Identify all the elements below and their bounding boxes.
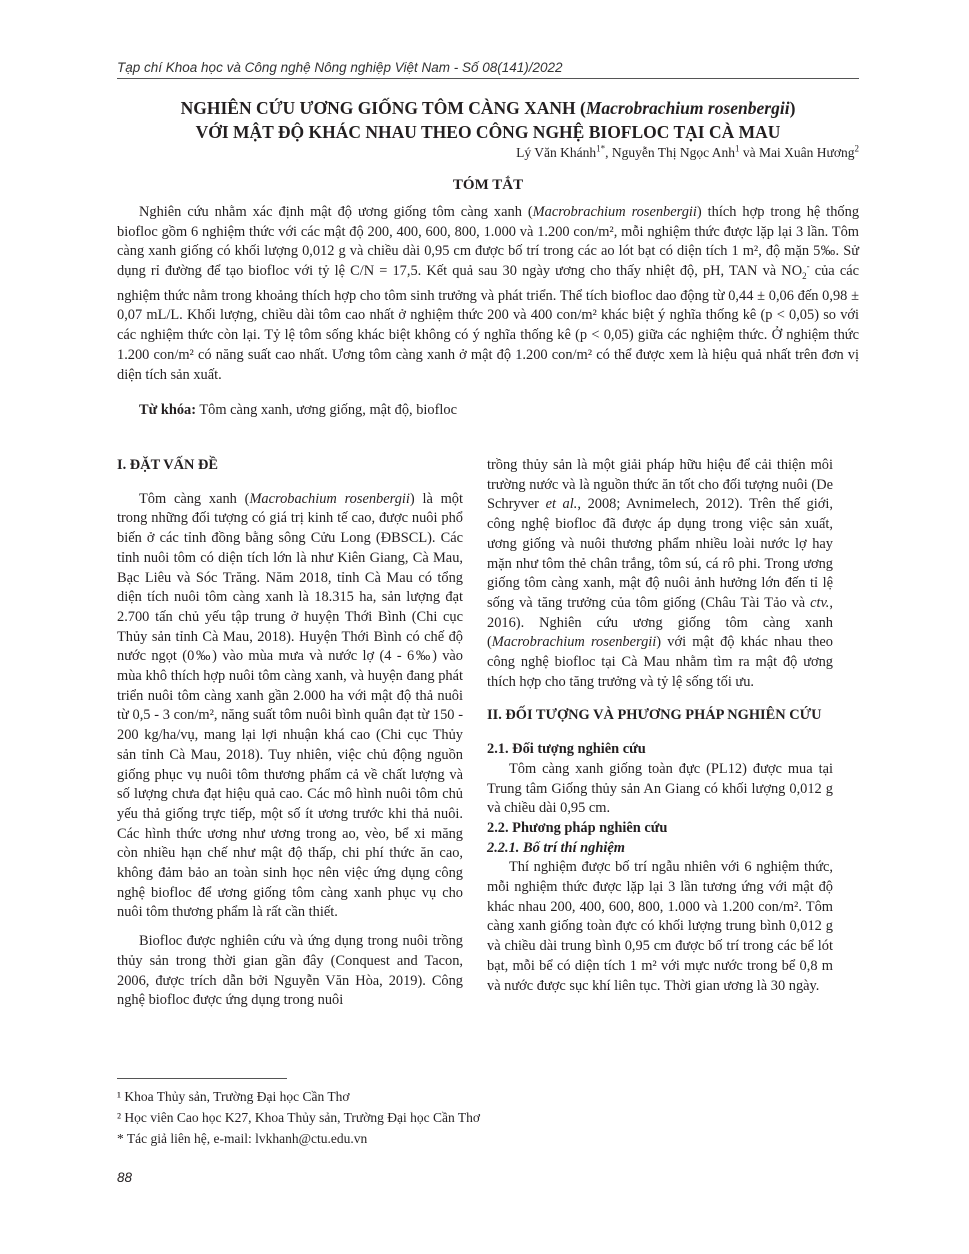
section-1-heading: I. ĐẶT VẤN ĐỀ (117, 457, 219, 473)
title-line-2: VỚI MẬT ĐỘ KHÁC NHAU THEO CÔNG NGHỆ BIOFLOC TẠI CÀ MAU (195, 122, 781, 142)
right-column (487, 456, 833, 996)
journal-header: Tạp chí Khoa học và Công nghệ Nông nghiệp Việt Nam - Số 08(141)/2022 (117, 60, 563, 75)
subsection-2-1-heading: 2.1. Đối tượng nghiên cứu (487, 741, 646, 758)
subsection-2-2-1-heading: 2.2.1. Bố trí thí nghiệm (487, 839, 625, 856)
left-column (117, 456, 463, 1011)
paper-title (117, 96, 859, 144)
paragraph: Tôm càng xanh (Macrobachium rosenbergii) là một trong những đối tượng có giá trị kinh tế cao, được nuôi phổ biến ở các tỉnh đồng bằng sông Cửu Long (ĐBSCL). Các tỉnh nuôi tôm có diện tích lớn là như Kiên Giang, Cà Mau, Bạc Liêu và Sóc Trăng. Năm 2018, tỉnh Cà Mau có tổng diện tích nuôi tôm càng xanh là 18.315 ha, sản lượng đạt 2.700 tấn chủ yếu tập trung ở huyện Thới Bình (Chi cục Thủy sản tỉnh Cà Mau, 2018). Huyện Thới Bình có chế độ nước ngọt (0‰) vào mùa mưa và nước lợ (4 - 6‰) vào mùa khô thích hợp nuôi tôm càng xanh, và huyện đang phát triển nuôi tôm càng xanh gần 2.000 ha với mật độ thả nuôi từ 0,5 - 3 con/m², năng suất tôm nuôi bình quân đạt từ 150 - 200 kg/ha/vụ, mang lại lợi nhuận khá cao (Chi cục Thủy sản tỉnh Cà Mau, 2018). Tuy nhiên, việc chủ động nguồn giống phục vụ nuôi tôm thương phẩm cả về chất lượng và số lượng chưa đạt hiệu quả cao. Các mô hình nuôi tôm chủ yếu thả giống trực tiếp, một số ít ương trước khi thả nuôi. Các hình thức ương như ương trong ao, vèo, bể xi măng còn nhiều hạn chế như mật độ thấp, chi phí thức ăn cao, không đảm bảo an toàn sinh học nên việc ứng dụng công nghệ biofloc để ương giống tôm càng xanh phục vụ cho nuôi tôm thương phẩm là rất cần thiết. (117, 490, 463, 921)
page-number: 88 (117, 1170, 133, 1185)
footnotes (117, 1086, 859, 1149)
footnote-2: ² Học viên Cao học K27, Khoa Thủy sản, Trường Đại học Cần Thơ (117, 1110, 480, 1125)
abstract-body: Nghiên cứu nhằm xác định mật độ ương giống tôm càng xanh (Macrobrachium rosenbergii) thích hợp trong hệ thống biofloc gồm 6 nghiệm thức với các mật độ 200, 400, 600, 800, 1.000 và 1.200 con/m², mỗi nghiệm thức được lặp lại 3 lần. Tôm càng xanh giống có khối lượng 0,012 g và chiều dài 0,95 cm được bố trí trong các ao lót bạt có diện tích 1 m², độ mặn 5‰. Sử dụng rỉ đường để tạo biofloc với tỷ lệ C/N = 17,5. Kết quả sau 30 ngày ương cho thấy nhiệt độ, pH, TAN và $NO_2^-$ của các nghiệm thức nằm trong khoảng thích hợp cho tôm sinh trưởng và phát triển. Thể tích biofloc dao động từ 0,44 ± 0,06 đến 0,98 ± 0,07 mL/L. Khối lượng, chiều dài tôm cao nhất ở nghiệm thức 200 và 400 con/m² khác biệt ý nghĩa thống kê (p < 0,05) so với các nghiệm thức còn lại. Tỷ lệ tôm sống khác biệt không có ý nghĩa thống kê (p < 0,05) giữa các nghiệm thức. Ở nghiệm thức 1.200 con/m² có năng suất cao nhất. Ương tôm càng xanh ở mật độ 1.200 con/m² có thể được xem là hiệu quả nhất trên đơn vị diện tích sản xuất. (117, 204, 860, 383)
author-1: Lý Văn Khánh (516, 145, 597, 160)
author-3: Mai Xuân Hương (759, 145, 855, 160)
footnote-1: ¹ Khoa Thủy sản, Trường Đại học Cần Thơ (117, 1089, 350, 1104)
header-rule (117, 78, 859, 79)
keywords-label: Từ khóa: (139, 402, 197, 418)
title-line-1: NGHIÊN CỨU ƯƠNG GIỐNG TÔM CÀNG XANH (Macrobrachium rosenbergii) (180, 98, 796, 118)
paragraph: Tôm càng xanh giống toàn đực (PL12) được mua tại Trung tâm Giống thủy sản An Giang có khối lượng 0,012 g và chiều dài 0,95 cm. (487, 760, 833, 817)
footnote-rule (117, 1078, 287, 1079)
footnote-3: * Tác giả liên hệ, e-mail: lvkhanh@ctu.edu.vn (117, 1131, 368, 1146)
author-2: Nguyễn Thị Ngọc Anh (611, 145, 736, 160)
title-species: Macrobrachium rosenbergii (585, 98, 790, 118)
author-list: Lý Văn Khánh$^{1*}$, Nguyễn Thị Ngọc Anh$^1$ và Mai Xuân Hương$^2$ (516, 143, 859, 160)
subsection-2-2-heading: 2.2. Phương pháp nghiên cứu (487, 819, 668, 836)
paragraph: Thí nghiệm được bố trí ngẫu nhiên với 6 nghiệm thức, mỗi nghiệm thức được lặp lại 3 lần tương ứng với mật độ khác nhau 200, 400, 600, 800, 1.000 và 1.200 con/m². Tôm càng xanh giống toàn đực có khối lượng trung bình 0,012 g và chiều dài trung bình 0,95 cm được bố trí trong các bể lót bạt, mỗi bể có diện tích 1 m² với mực nước trong bể 0,8 m và nước được sục khí liên tục. Thời gian ương là 30 ngày. (487, 859, 833, 994)
paragraph: trồng thủy sản là một giải pháp hữu hiệu để cải thiện môi trường nước và là nguồn thức ăn tốt cho đối tượng nuôi (De Schryver et al., 2008; Avnimelech, 2012). Trên thế giới, công nghệ biofloc đã được áp dụng trong việc sản xuất, ương giống và nuôi thương phẩm nhiều loài nước lợ hay mặn như tôm thẻ chân trắng, tôm sú, cá rô phi. Trong ương giống tôm càng xanh, mật độ nuôi ảnh hưởng lớn đến tỉ lệ sống và tăng trưởng của tôm giống (Châu Tài Tảo và ctv., 2016). Nghiên cứu ương giống tôm càng xanh (Macrobrachium rosenbergii) với mật độ khác nhau theo công nghệ biofloc tại Cà Mau nhằm tìm ra mật độ ương thích hợp cho tăng trưởng và tỷ lệ sống tối ưu. (487, 457, 834, 690)
section-2-heading: II. ĐỐI TƯỢNG VÀ PHƯƠNG PHÁP NGHIÊN CỨU (487, 707, 822, 724)
keywords: Từ khóa: Tôm càng xanh, ương giống, mật độ, biofloc (139, 402, 457, 418)
paragraph: Biofloc được nghiên cứu và ứng dụng trong nuôi trồng thủy sản trong thời gian gần đây (Conquest and Tacon, 2006, được trích dẫn bởi Nguyễn Văn Hòa, 2019). Công nghệ biofloc được ứng dụng trong nuôi (117, 933, 463, 1009)
abstract-heading: TÓM TẮT (452, 177, 524, 193)
